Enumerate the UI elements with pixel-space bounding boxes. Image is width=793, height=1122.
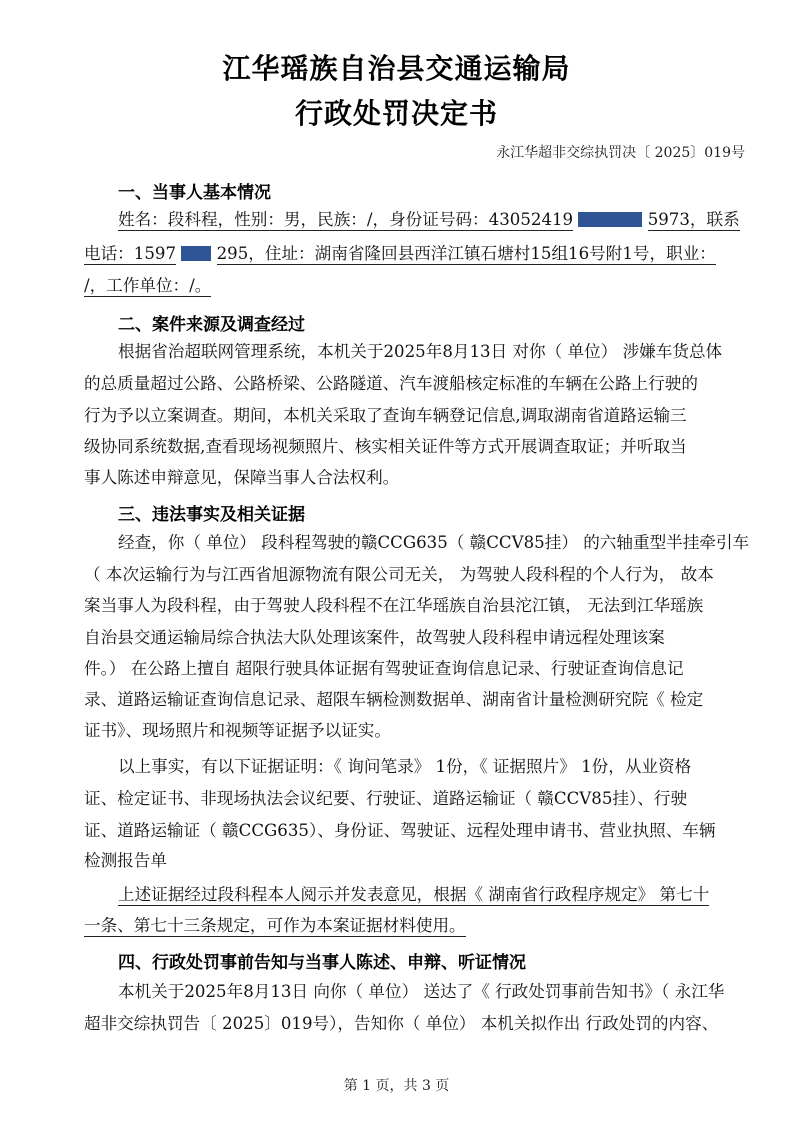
evidence-line: 检测报告单 (84, 851, 167, 870)
notice-line: 本机关于2025年8月13日 向你（ 单位） 送达了《 行政处罚事前告知书》（ 永江华 (118, 982, 725, 1001)
case-source-line: 根据省治超联网管理系统，本机关于2025年8月13日 对你（ 单位） 涉嫌车货总体 (118, 342, 723, 361)
facts-line: 案当事人为段科程，由于驾驶人段科程不在江华瑶族自治县沱江镇， 无法到江华瑶族 (84, 596, 704, 615)
section4-heading: 四、行政处罚事前告知与当事人陈述、申辩、听证情况 (118, 953, 526, 973)
notice-line: 超非交综执罚告〔 2025〕019号），告知你（ 单位） 本机关拟作出 行政处罚的内容、 (84, 1014, 719, 1033)
evidence-basis-text: 上述证据经过段科程本人阅示并发表意见，根据《 湖南省行政程序规定》 第七十 (118, 885, 710, 904)
evidence-line: 以上事实，有以下证据证明：《 询问笔录》 1份，《 证据照片》 1份，从业资格 (118, 757, 692, 776)
party-info-text: 295，住址：湖南省隆回县西洋江镇石塘村15组16号附1号，职业： (216, 244, 716, 263)
facts-line: 件。） 在公路上擅自 超限行驶具体证据有驾驶证查询信息记录、行驶证查询信息记 (84, 659, 684, 678)
facts-line: （ 本次运输行为与江西省旭源物流有限公司无关， 为驾驶人段科程的个人行为， 故本 (84, 565, 714, 584)
document-title: 江华瑶族自治县交通运输局 (222, 52, 571, 85)
party-info-line-2 (84, 243, 716, 265)
id-redaction (578, 212, 642, 227)
facts-line: 自治县交通运输局综合执法大队处理该案件，故驾驶人段科程申请远程处理该案 (84, 628, 665, 647)
case-source-line: 级协同系统数据,查看现场视频照片、核实相关证件等方式开展调查取证；并听取当 (84, 437, 687, 456)
evidence-basis-line (84, 915, 466, 937)
case-source-line: 事人陈述申辩意见，保障当事人合法权利。 (84, 468, 400, 487)
party-info-text: 5973，联系 (647, 210, 740, 229)
party-info-line-3 (84, 275, 211, 297)
section3-heading: 三、违法事实及相关证据 (118, 505, 305, 525)
case-source-line: 的总质量超过公路、公路桥梁、公路隧道、汽车渡船核定标准的车辆在公路上行驶的 (84, 374, 698, 393)
party-info-text: 电话：1597 (84, 244, 177, 263)
section2-heading: 二、案件来源及调查经过 (118, 315, 305, 335)
section1-heading: 一、当事人基本情况 (118, 183, 271, 203)
facts-line: 录、道路运输证查询信息记录、超限车辆检测数据单、湖南省计量检测研究院《 检定 (84, 690, 704, 709)
evidence-line: 证、检定证书、非现场执法会议纪要、行驶证、道路运输证（ 赣CCV85挂）、行驶 (84, 789, 688, 808)
evidence-basis-text: 一条、第七十三条规定，可作为本案证据材料使用。 (84, 916, 466, 935)
party-info-text: /，工作单位：/。 (84, 276, 212, 295)
phone-redaction (181, 246, 211, 261)
facts-line: 证书》、现场照片和视频等证据予以证实。 (84, 721, 391, 740)
document-subtitle: 行政处罚决定书 (294, 97, 498, 130)
party-info-text: 姓名：段科程，性别：男，民族：/，身份证号码：43052419 (118, 210, 574, 229)
document-number: 永江华超非交综执罚决〔 2025〕019号 (496, 145, 745, 161)
party-info-line-1 (118, 209, 740, 231)
case-source-line: 行为予以立案调查。期间，本机关采取了查询车辆登记信息,调取湖南省道路运输三 (84, 406, 687, 425)
facts-line: 经查，你（ 单位） 段科程驾驶的赣CCG635（ 赣CCV85挂） 的六轴重型半挂牵引车 (118, 533, 750, 552)
evidence-basis-line (118, 884, 709, 906)
evidence-line: 证、道路运输证（ 赣CCG635）、身份证、驾驶证、远程处理申请书、营业执照、车辆 (84, 821, 716, 840)
page-footer: 第 1 页，共 3 页 (343, 1078, 450, 1094)
